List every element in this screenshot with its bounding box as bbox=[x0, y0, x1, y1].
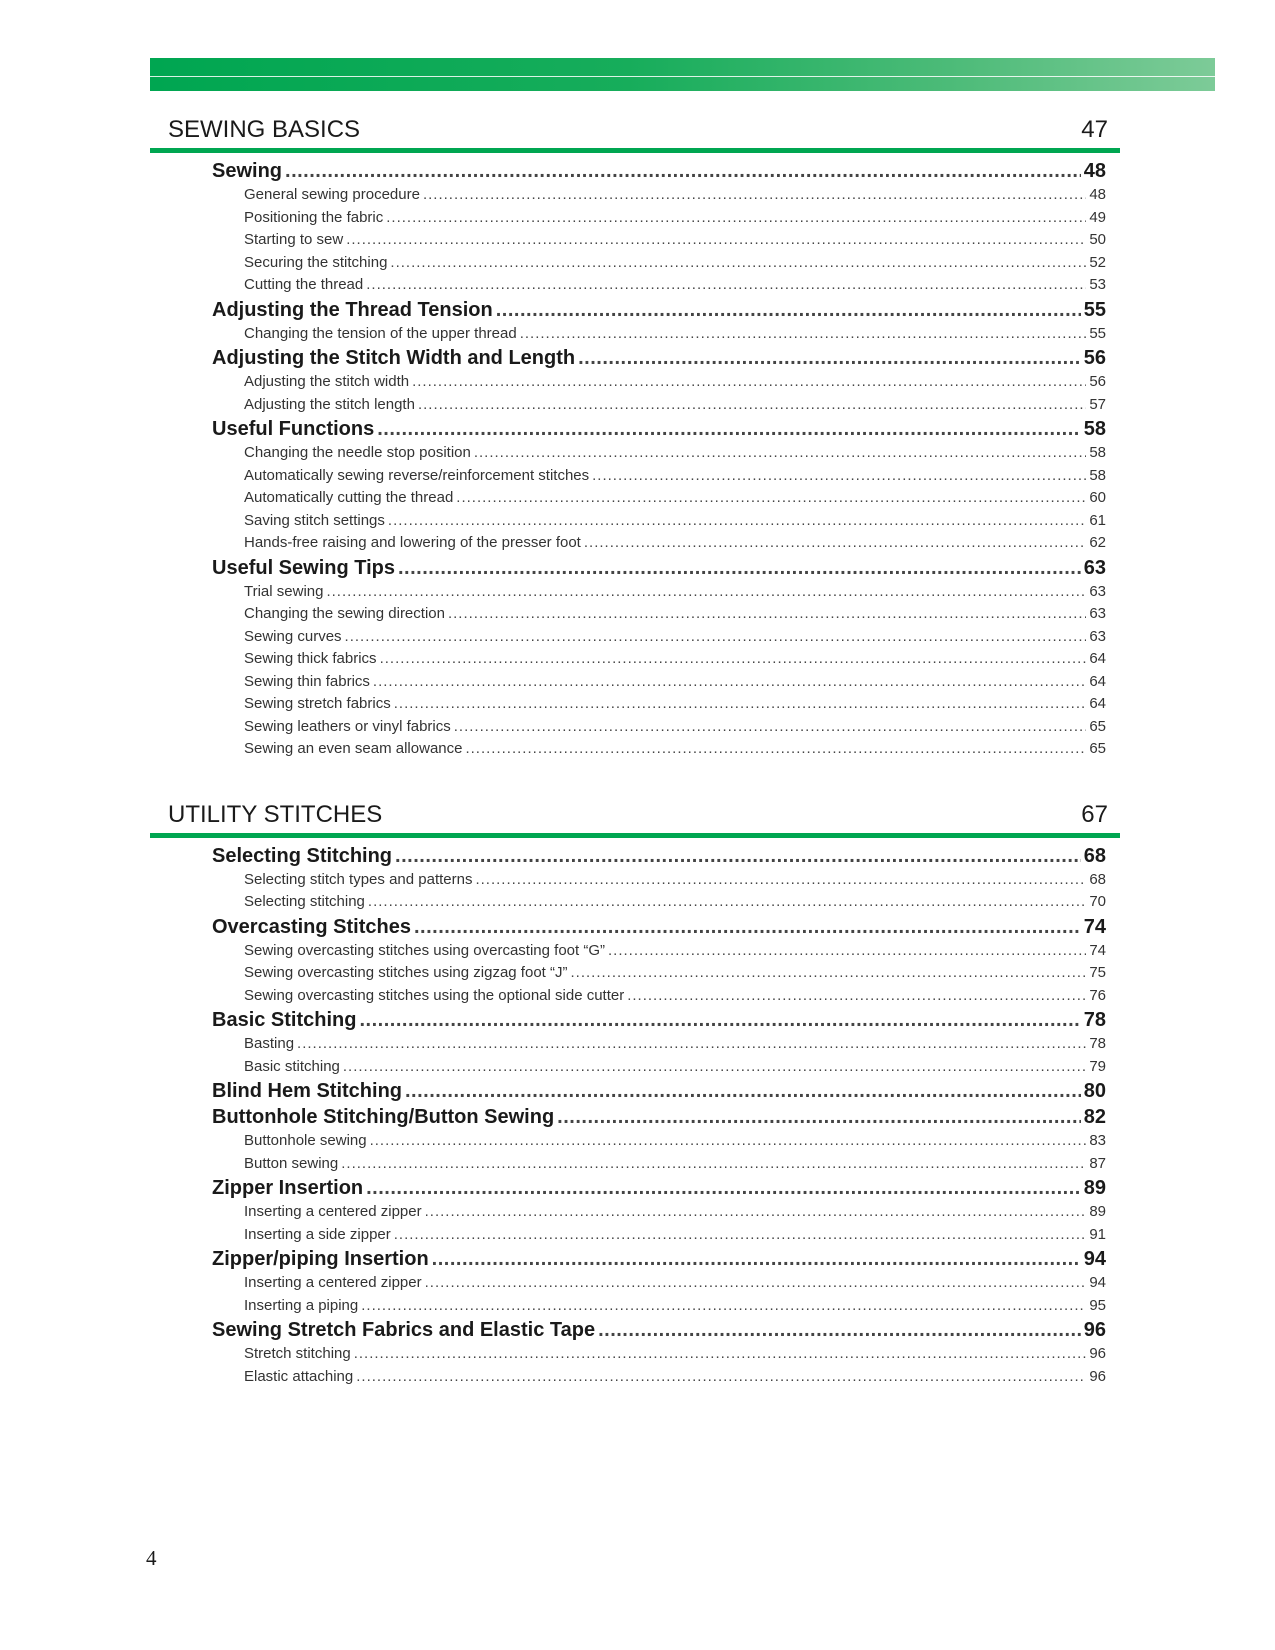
dot-leader bbox=[354, 1345, 1087, 1362]
subsection-page: 65 bbox=[1089, 717, 1106, 735]
subsection-title: Elastic attaching bbox=[244, 1367, 354, 1385]
subsection-page: 89 bbox=[1089, 1203, 1106, 1220]
toc-subsection[interactable] bbox=[212, 186, 1106, 209]
dot-leader bbox=[386, 209, 1086, 226]
subsection-title: Sewing an even seam allowance bbox=[244, 740, 463, 757]
dot-leader bbox=[571, 964, 1087, 981]
toc-subsection[interactable] bbox=[212, 1274, 1106, 1297]
dot-leader bbox=[390, 254, 1086, 271]
chapter-entries bbox=[150, 838, 1120, 1391]
dot-leader bbox=[578, 347, 1081, 370]
subsection-page: 78 bbox=[1089, 1035, 1106, 1052]
dot-leader bbox=[366, 276, 1086, 293]
dot-leader bbox=[425, 1203, 1087, 1220]
toc-section[interactable] bbox=[212, 1106, 1106, 1132]
header-band bbox=[150, 58, 1215, 91]
subsection-page: 70 bbox=[1089, 893, 1106, 910]
subsection-page: 63 bbox=[1089, 605, 1106, 622]
toc-subsection[interactable] bbox=[212, 467, 1106, 490]
subsection-title: Inserting a piping bbox=[244, 1296, 359, 1314]
subsection-title: Trial sewing bbox=[244, 582, 324, 600]
toc-subsection[interactable] bbox=[212, 718, 1106, 741]
toc-subsection[interactable] bbox=[212, 373, 1106, 396]
dot-leader bbox=[398, 557, 1081, 580]
subsection-page: 53 bbox=[1089, 276, 1106, 293]
dot-leader bbox=[608, 942, 1086, 959]
subsection-title: General sewing procedure bbox=[244, 186, 420, 203]
dot-leader bbox=[520, 325, 1087, 342]
section-page: 56 bbox=[1083, 347, 1106, 369]
dot-leader bbox=[366, 1177, 1081, 1200]
subsection-title: Sewing overcasting stitches using the optional side cutter bbox=[244, 986, 625, 1004]
subsection-page: 74 bbox=[1089, 941, 1106, 959]
toc-subsection[interactable] bbox=[212, 893, 1106, 916]
section-title: Zipper Insertion bbox=[212, 1177, 364, 1199]
subsection-title: Inserting a centered zipper bbox=[244, 1203, 422, 1220]
subsection-page: 58 bbox=[1089, 444, 1106, 461]
subsection-page: 49 bbox=[1089, 208, 1106, 226]
toc-section[interactable] bbox=[212, 845, 1106, 871]
section-page: 63 bbox=[1083, 556, 1106, 579]
section-page: 48 bbox=[1083, 160, 1106, 182]
toc-subsection[interactable] bbox=[212, 276, 1106, 299]
chapter-entries bbox=[150, 153, 1120, 763]
toc-subsection[interactable] bbox=[212, 489, 1106, 512]
chapter-heading[interactable] bbox=[150, 785, 1120, 838]
subsection-page: 79 bbox=[1089, 1057, 1106, 1075]
section-page: 74 bbox=[1083, 915, 1106, 938]
dot-leader bbox=[343, 1058, 1086, 1075]
dot-leader bbox=[297, 1035, 1086, 1052]
dot-leader bbox=[412, 373, 1086, 390]
section-page: 68 bbox=[1083, 844, 1106, 867]
toc-subsection[interactable] bbox=[212, 325, 1106, 348]
toc-subsection[interactable] bbox=[212, 673, 1106, 696]
section-page: 82 bbox=[1083, 1106, 1106, 1128]
toc-subsection[interactable] bbox=[212, 1058, 1106, 1081]
subsection-page: 83 bbox=[1089, 1132, 1106, 1149]
subsection-page: 55 bbox=[1089, 324, 1106, 342]
dot-leader bbox=[598, 1319, 1081, 1342]
toc-subsection[interactable] bbox=[212, 1345, 1106, 1368]
section-title: Adjusting the Stitch Width and Length bbox=[212, 347, 576, 369]
dot-leader bbox=[425, 1274, 1087, 1291]
subsection-page: 60 bbox=[1089, 489, 1106, 506]
subsection-title: Sewing stretch fabrics bbox=[244, 695, 391, 712]
subsection-page: 65 bbox=[1089, 740, 1106, 757]
subsection-title: Cutting the thread bbox=[244, 276, 364, 293]
toc-subsection[interactable] bbox=[212, 396, 1106, 419]
toc-subsection[interactable] bbox=[212, 254, 1106, 277]
toc-subsection[interactable] bbox=[212, 1226, 1106, 1249]
subsection-page: 56 bbox=[1089, 373, 1106, 390]
toc-section[interactable] bbox=[212, 299, 1106, 325]
dot-leader bbox=[380, 650, 1087, 667]
dot-leader bbox=[394, 1226, 1087, 1243]
dot-leader bbox=[370, 1132, 1087, 1149]
toc-subsection[interactable] bbox=[212, 1203, 1106, 1226]
chapter-page: 47 bbox=[1081, 116, 1108, 143]
section-page: 94 bbox=[1083, 1248, 1106, 1270]
subsection-page: 94 bbox=[1089, 1274, 1106, 1291]
toc-subsection[interactable] bbox=[212, 1155, 1106, 1178]
toc-subsection[interactable] bbox=[212, 964, 1106, 987]
subsection-title: Basic stitching bbox=[244, 1057, 340, 1075]
chapter-sewing-basics bbox=[150, 100, 1120, 763]
toc-section[interactable] bbox=[212, 347, 1106, 373]
dot-leader bbox=[475, 871, 1086, 888]
dot-leader bbox=[361, 1297, 1086, 1314]
toc-section[interactable] bbox=[212, 557, 1106, 583]
dot-leader bbox=[465, 740, 1086, 757]
subsection-title: Adjusting the stitch width bbox=[244, 373, 410, 390]
section-title: Useful Functions bbox=[212, 418, 375, 440]
toc-subsection[interactable] bbox=[212, 583, 1106, 606]
subsection-page: 68 bbox=[1089, 870, 1106, 888]
dot-leader bbox=[454, 718, 1087, 735]
section-page: 89 bbox=[1083, 1177, 1106, 1199]
subsection-page: 95 bbox=[1089, 1296, 1106, 1314]
subsection-page: 75 bbox=[1089, 964, 1106, 981]
subsection-title: Hands-free raising and lowering of the presser foot bbox=[244, 534, 581, 551]
table-of-contents bbox=[150, 100, 1120, 1412]
dot-leader bbox=[448, 605, 1086, 622]
toc-subsection[interactable] bbox=[212, 942, 1106, 965]
section-title: Sewing bbox=[212, 160, 283, 182]
toc-subsection[interactable] bbox=[212, 512, 1106, 535]
subsection-title: Selecting stitching bbox=[244, 893, 365, 910]
subsection-page: 52 bbox=[1089, 253, 1106, 271]
header-band-line bbox=[150, 76, 1215, 77]
dot-leader bbox=[423, 186, 1086, 203]
subsection-title: Inserting a centered zipper bbox=[244, 1274, 422, 1291]
dot-leader bbox=[474, 444, 1086, 461]
toc-section[interactable] bbox=[212, 418, 1106, 444]
toc-section[interactable] bbox=[212, 1080, 1106, 1106]
chapter-title: UTILITY STITCHES bbox=[168, 800, 383, 828]
toc-subsection[interactable] bbox=[212, 231, 1106, 254]
subsection-page: 63 bbox=[1089, 582, 1106, 600]
subsection-page: 58 bbox=[1089, 466, 1106, 484]
subsection-title: Sewing overcasting stitches using overcasting foot “G” bbox=[244, 941, 606, 959]
section-page: 96 bbox=[1083, 1319, 1106, 1341]
subsection-title: Changing the sewing direction bbox=[244, 605, 445, 622]
toc-subsection[interactable] bbox=[212, 871, 1106, 894]
chapter-heading[interactable] bbox=[150, 100, 1120, 153]
subsection-page: 57 bbox=[1089, 395, 1106, 413]
dot-leader bbox=[418, 396, 1086, 413]
toc-subsection[interactable] bbox=[212, 209, 1106, 232]
subsection-title: Sewing overcasting stitches using zigzag foot “J” bbox=[244, 964, 568, 981]
dot-leader bbox=[356, 1368, 1086, 1385]
subsection-title: Securing the stitching bbox=[244, 253, 388, 271]
subsection-title: Changing the tension of the upper thread bbox=[244, 324, 517, 342]
dot-leader bbox=[345, 628, 1087, 645]
toc-section[interactable] bbox=[212, 160, 1106, 186]
subsection-title: Button sewing bbox=[244, 1154, 339, 1172]
toc-section[interactable] bbox=[212, 1009, 1106, 1035]
dot-leader bbox=[414, 916, 1081, 939]
section-title: Overcasting Stitches bbox=[212, 915, 411, 938]
section-page: 78 bbox=[1083, 1009, 1106, 1031]
subsection-title: Adjusting the stitch length bbox=[244, 395, 415, 413]
section-page: 55 bbox=[1083, 298, 1106, 321]
dot-leader bbox=[405, 1080, 1081, 1103]
subsection-page: 96 bbox=[1089, 1345, 1106, 1362]
toc-subsection[interactable] bbox=[212, 628, 1106, 651]
dot-leader bbox=[359, 1009, 1080, 1032]
subsection-title: Sewing leathers or vinyl fabrics bbox=[244, 717, 451, 735]
subsection-title: Saving stitch settings bbox=[244, 511, 385, 529]
dot-leader bbox=[627, 987, 1086, 1004]
toc-subsection[interactable] bbox=[212, 444, 1106, 467]
subsection-title: Automatically sewing reverse/reinforcement stitches bbox=[244, 466, 590, 484]
dot-leader bbox=[584, 534, 1086, 551]
toc-subsection[interactable] bbox=[212, 1132, 1106, 1155]
toc-subsection[interactable] bbox=[212, 650, 1106, 673]
subsection-page: 91 bbox=[1089, 1225, 1106, 1243]
subsection-title: Basting bbox=[244, 1035, 295, 1052]
dot-leader bbox=[326, 583, 1086, 600]
dot-leader bbox=[346, 231, 1086, 248]
section-title: Adjusting the Thread Tension bbox=[212, 298, 493, 321]
toc-subsection[interactable] bbox=[212, 1297, 1106, 1320]
subsection-title: Stretch stitching bbox=[244, 1345, 351, 1362]
subsection-page: 87 bbox=[1089, 1154, 1106, 1172]
subsection-title: Sewing thin fabrics bbox=[244, 672, 370, 690]
subsection-title: Selecting stitch types and patterns bbox=[244, 870, 473, 888]
toc-subsection[interactable] bbox=[212, 1035, 1106, 1058]
dot-leader bbox=[341, 1155, 1086, 1172]
dot-leader bbox=[432, 1248, 1081, 1271]
subsection-title: Positioning the fabric bbox=[244, 208, 384, 226]
page-number: 4 bbox=[146, 1546, 157, 1570]
toc-subsection[interactable] bbox=[212, 534, 1106, 557]
section-title: Useful Sewing Tips bbox=[212, 556, 395, 579]
section-title: Sewing Stretch Fabrics and Elastic Tape bbox=[212, 1319, 596, 1341]
toc-subsection[interactable] bbox=[212, 1368, 1106, 1391]
dot-leader bbox=[285, 160, 1081, 183]
dot-leader bbox=[456, 489, 1086, 506]
toc-subsection[interactable] bbox=[212, 987, 1106, 1010]
toc-subsection[interactable] bbox=[212, 695, 1106, 718]
toc-subsection[interactable] bbox=[212, 605, 1106, 628]
subsection-page: 62 bbox=[1089, 534, 1106, 551]
toc-section[interactable] bbox=[212, 1177, 1106, 1203]
subsection-page: 50 bbox=[1089, 231, 1106, 248]
subsection-page: 76 bbox=[1089, 986, 1106, 1004]
subsection-title: Sewing curves bbox=[244, 627, 342, 645]
section-title: Basic Stitching bbox=[212, 1009, 357, 1031]
chapter-title: SEWING BASICS bbox=[168, 116, 361, 143]
toc-section[interactable] bbox=[212, 916, 1106, 942]
section-title: Blind Hem Stitching bbox=[212, 1080, 402, 1102]
chapter-utility-stitches bbox=[150, 785, 1120, 1391]
chapter-page: 67 bbox=[1081, 800, 1108, 828]
subsection-page: 64 bbox=[1089, 695, 1106, 712]
subsection-page: 63 bbox=[1089, 627, 1106, 645]
subsection-page: 64 bbox=[1089, 650, 1106, 667]
subsection-page: 61 bbox=[1089, 511, 1106, 529]
subsection-title: Automatically cutting the thread bbox=[244, 489, 454, 506]
dot-leader bbox=[496, 299, 1081, 322]
subsection-page: 64 bbox=[1089, 672, 1106, 690]
section-title: Zipper/piping Insertion bbox=[212, 1248, 429, 1270]
subsection-title: Buttonhole sewing bbox=[244, 1132, 367, 1149]
toc-section[interactable] bbox=[212, 1248, 1106, 1274]
section-title: Buttonhole Stitching/Button Sewing bbox=[212, 1106, 555, 1128]
subsection-title: Changing the needle stop position bbox=[244, 444, 471, 461]
dot-leader bbox=[373, 673, 1086, 690]
toc-subsection[interactable] bbox=[212, 740, 1106, 763]
dot-leader bbox=[395, 845, 1081, 868]
dot-leader bbox=[394, 695, 1087, 712]
dot-leader bbox=[388, 512, 1086, 529]
subsection-title: Inserting a side zipper bbox=[244, 1225, 391, 1243]
section-page: 80 bbox=[1083, 1080, 1106, 1102]
dot-leader bbox=[368, 893, 1086, 910]
section-page: 58 bbox=[1083, 418, 1106, 440]
subsection-page: 96 bbox=[1089, 1367, 1106, 1385]
subsection-page: 48 bbox=[1089, 186, 1106, 203]
dot-leader bbox=[592, 467, 1086, 484]
subsection-title: Sewing thick fabrics bbox=[244, 650, 377, 667]
dot-leader bbox=[377, 418, 1081, 441]
section-title: Selecting Stitching bbox=[212, 844, 393, 867]
subsection-title: Starting to sew bbox=[244, 231, 344, 248]
toc-section[interactable] bbox=[212, 1319, 1106, 1345]
dot-leader bbox=[557, 1106, 1081, 1129]
